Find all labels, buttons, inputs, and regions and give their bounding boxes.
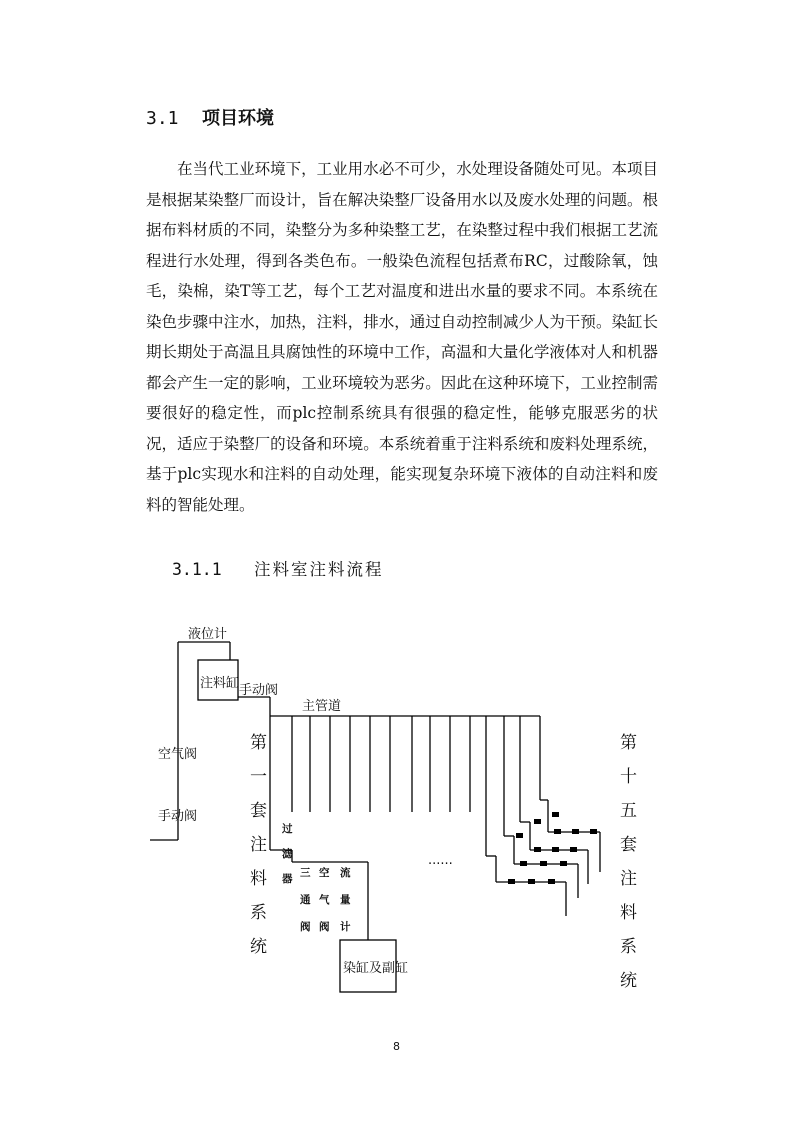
svg-text:量: 量 bbox=[340, 894, 351, 906]
page-number: 8 bbox=[393, 1040, 400, 1053]
svg-text:通: 通 bbox=[300, 894, 311, 906]
dosing-box-label: 注料缸 bbox=[200, 676, 240, 691]
svg-text:套: 套 bbox=[250, 801, 267, 821]
manual-valve-left-label: 手动阀 bbox=[158, 809, 198, 824]
svg-text:统: 统 bbox=[620, 971, 637, 991]
air-valve-column-label bbox=[319, 866, 330, 933]
svg-text:计: 计 bbox=[340, 921, 351, 933]
section-title: 项目环境 bbox=[202, 108, 274, 129]
air-valve-label: 空气阀 bbox=[158, 747, 198, 762]
subsection-number: 3.1.1 bbox=[172, 560, 222, 579]
dye-vat-label: 染缸及副缸 bbox=[343, 961, 409, 976]
svg-text:过: 过 bbox=[282, 823, 293, 835]
svg-text:第: 第 bbox=[250, 733, 267, 753]
filter-label bbox=[281, 822, 293, 885]
svg-text:统: 统 bbox=[250, 937, 267, 957]
svg-text:第: 第 bbox=[620, 733, 637, 753]
subsection-title: 注料室注料流程 bbox=[254, 560, 384, 579]
svg-text:料: 料 bbox=[250, 869, 267, 889]
svg-text:注: 注 bbox=[250, 835, 267, 855]
svg-text:一: 一 bbox=[250, 767, 267, 787]
three-way-valve-label bbox=[300, 867, 311, 933]
svg-text:气: 气 bbox=[319, 894, 330, 906]
svg-text:五: 五 bbox=[620, 801, 637, 821]
svg-text:三: 三 bbox=[300, 867, 311, 879]
flow-meter-label bbox=[340, 866, 351, 933]
fifteenth-system-label bbox=[620, 733, 637, 991]
section-heading bbox=[146, 104, 274, 130]
svg-text:器: 器 bbox=[282, 873, 293, 885]
svg-text:空: 空 bbox=[319, 867, 330, 879]
svg-text:阀: 阀 bbox=[300, 921, 311, 933]
svg-text:料: 料 bbox=[620, 903, 637, 923]
first-system-label bbox=[250, 733, 267, 957]
section-number: 3.1 bbox=[146, 108, 179, 129]
svg-text:十: 十 bbox=[620, 767, 637, 787]
svg-text:流: 流 bbox=[340, 867, 351, 879]
ellipsis-label: ······ bbox=[428, 857, 453, 872]
body-paragraph: 在当代工业环境下，工业用水必不可少，水处理设备随处可见。本项目是根据某染整厂而设计，旨在解决染整厂设备用水以及废水处理的问题。根据布料材质的不同，染整分为多种染整工艺，在染整过程中我们根据工艺流程进行水处理，得到各类色布。一般染色流程包括煮布RC，过酸除氧，蚀毛，染棉，染T等工艺，每个工艺对温度和进出水量的要求不同。本系统在染色步骤中注水，加热，注料，排水，通过自动控制减少人为干预。染缸长期长期处于高温且具腐蚀性的环境中工作，高温和大量化学液体对人和机器都会产生一定的影响，工业环境较为恶劣。因此在这种环境下，工业控制需要很好的稳定性，而plc控制系统具有很强的稳定性，能够克服恶劣的状况，适应于染整厂的设备和环境。本系统着重于注料系统和废料处理系统，基于plc实现水和注料的自动处理，能实现复杂环境下液体的自动注料和废料的智能处理。 bbox=[146, 160, 658, 514]
svg-text:滤: 滤 bbox=[282, 848, 293, 860]
level-meter-label: 液位计 bbox=[188, 627, 228, 642]
svg-text:系: 系 bbox=[620, 937, 637, 957]
subsection-heading bbox=[172, 556, 384, 580]
dosing-flow-diagram bbox=[0, 600, 793, 1020]
main-pipe-label: 主管道 bbox=[302, 699, 342, 714]
manual-valve-top-label: 手动阀 bbox=[239, 683, 279, 698]
svg-text:阀: 阀 bbox=[319, 921, 330, 933]
svg-text:系: 系 bbox=[250, 903, 267, 923]
svg-text:注: 注 bbox=[620, 869, 637, 889]
svg-text:套: 套 bbox=[620, 835, 637, 855]
